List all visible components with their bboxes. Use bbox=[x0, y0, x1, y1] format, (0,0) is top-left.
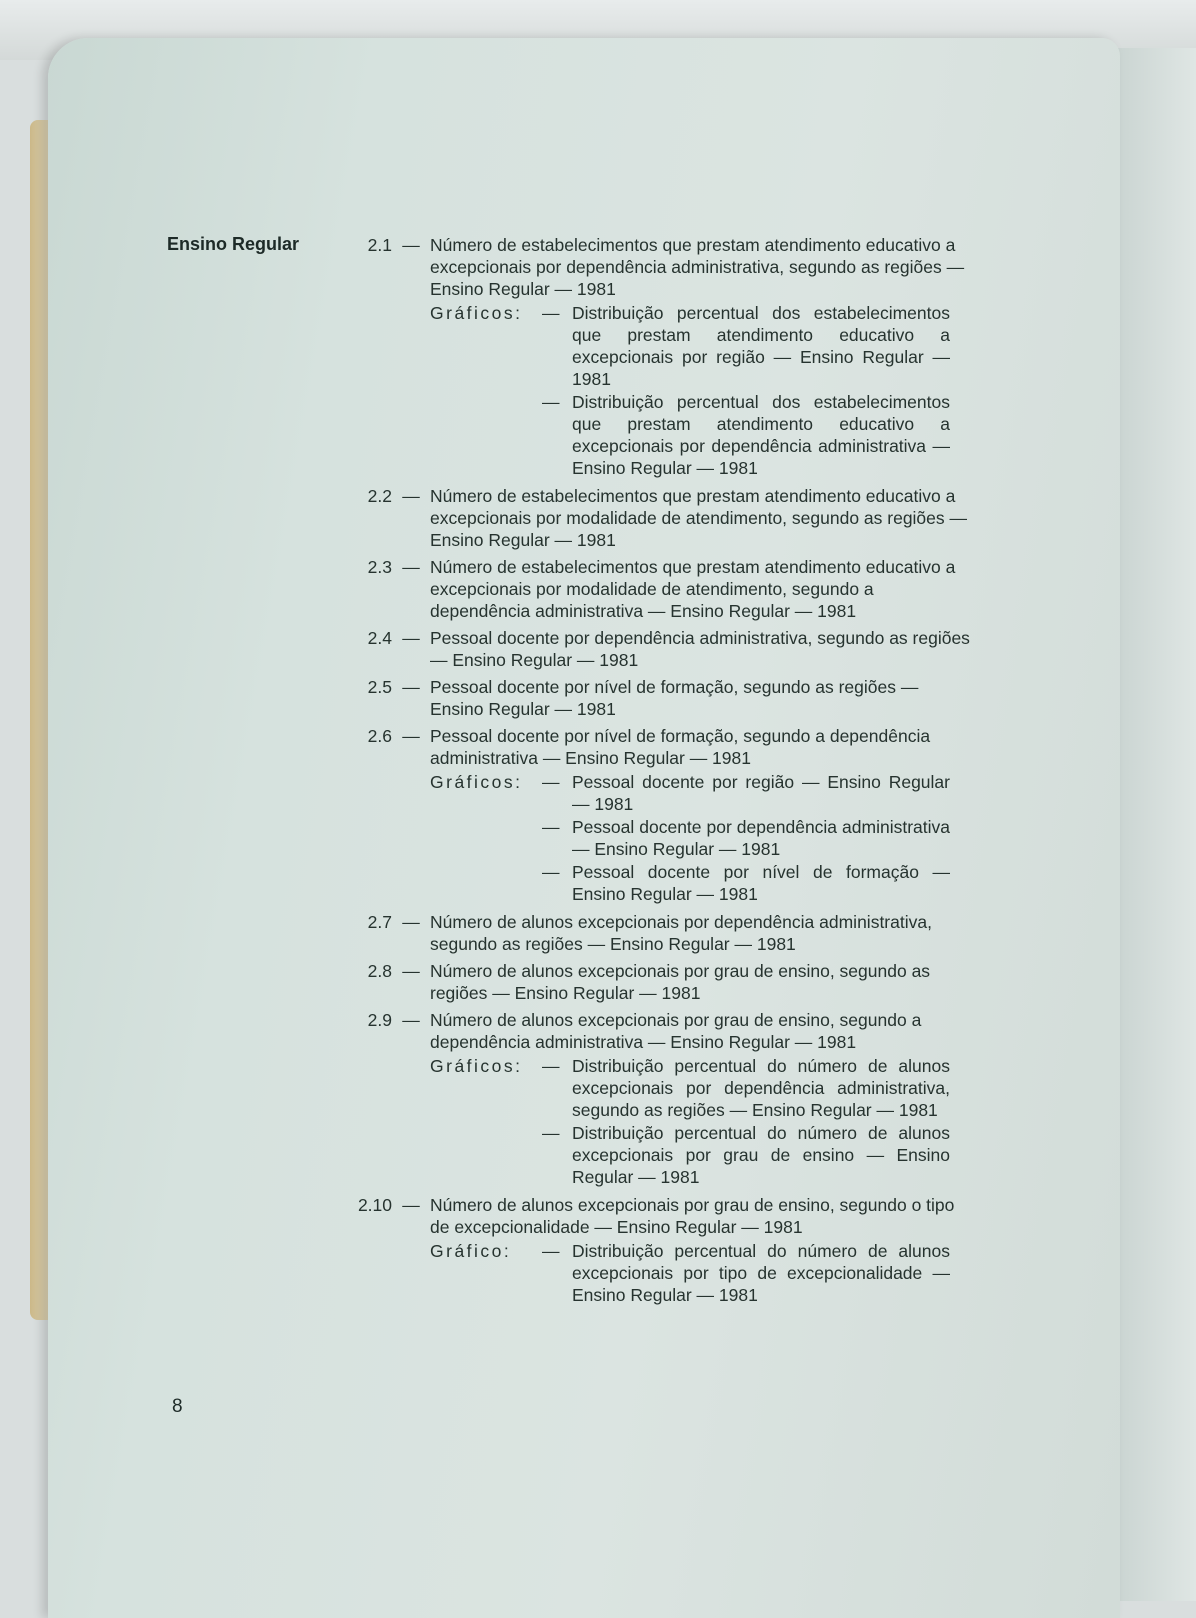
grafico-title: Distribuição percentual do número de alunos excepcionais por grau de ensino — Ensino Regular — 1981 bbox=[572, 1123, 950, 1187]
toc-entry bbox=[336, 627, 976, 671]
grafico-item bbox=[542, 391, 950, 479]
entry-dash: — bbox=[402, 912, 420, 932]
entry-dash: — bbox=[402, 1195, 420, 1215]
grafico-dash: — bbox=[542, 1123, 560, 1143]
toc-entry bbox=[336, 1009, 976, 1189]
grafico-item bbox=[542, 1055, 950, 1121]
entry-dash: — bbox=[402, 961, 420, 981]
toc-entry bbox=[336, 234, 976, 480]
section-label: Ensino Regular bbox=[167, 234, 300, 254]
grafico-dash: — bbox=[542, 392, 560, 412]
toc-entry bbox=[336, 1194, 976, 1307]
entry-title: Número de alunos excepcionais por dependência administrativa, segundo as regiões — Ensino Regular — 1981 bbox=[430, 912, 932, 954]
entry-dash: — bbox=[402, 235, 420, 255]
graficos-block bbox=[430, 771, 976, 906]
grafico-item bbox=[542, 861, 950, 905]
entry-number: 2.9 bbox=[367, 1010, 392, 1030]
entry-dash: — bbox=[402, 557, 420, 577]
graficos-label: Gráfico: bbox=[430, 1241, 512, 1261]
toc-entry-row bbox=[336, 627, 976, 671]
toc-entry bbox=[336, 911, 976, 955]
entry-dash: — bbox=[402, 1010, 420, 1030]
grafico-title: Pessoal docente por dependência administrativa — Ensino Regular — 1981 bbox=[572, 817, 950, 859]
toc-entry-row bbox=[336, 485, 976, 551]
entry-number: 2.8 bbox=[367, 961, 392, 981]
grafico-dash: — bbox=[542, 817, 560, 837]
toc-entry bbox=[336, 960, 976, 1004]
entry-number: 2.1 bbox=[367, 235, 392, 255]
entry-dash: — bbox=[402, 628, 420, 648]
entry-title: Número de alunos excepcionais por grau de ensino, segundo a dependência administrativa — Ensino Regular — 1981 bbox=[430, 1010, 922, 1052]
graficos-block bbox=[430, 1055, 976, 1189]
entry-dash: — bbox=[402, 486, 420, 506]
entry-number: 2.3 bbox=[367, 557, 392, 577]
entry-number: 2.4 bbox=[367, 628, 392, 648]
entry-title: Pessoal docente por nível de formação, segundo a dependência administrativa — Ensino Regular — 1981 bbox=[430, 726, 931, 768]
toc-entry-row bbox=[336, 725, 976, 906]
grafico-dash: — bbox=[542, 1056, 560, 1076]
page-number: 8 bbox=[172, 1396, 183, 1417]
grafico-item bbox=[542, 771, 950, 815]
grafico-title: Distribuição percentual do número de alunos excepcionais por tipo de excepcionalidade — Ensino Regular — 1981 bbox=[572, 1241, 950, 1305]
grafico-item bbox=[542, 816, 950, 860]
entry-number: 2.6 bbox=[367, 726, 392, 746]
entry-title: Número de estabelecimentos que prestam atendimento educativo a excepcionais por modalidade de atendimento, segundo a dependência administrativa — Ensino Regular — 1981 bbox=[430, 557, 956, 621]
toc-entry bbox=[336, 725, 976, 906]
toc-entry-row bbox=[336, 676, 976, 720]
entry-dash: — bbox=[402, 726, 420, 746]
grafico-title: Distribuição percentual dos estabelecimentos que prestam atendimento educativo a excepcionais por dependência administrativa — Ensino Regular — 1981 bbox=[572, 392, 950, 478]
toc-entry-row bbox=[336, 234, 976, 480]
grafico-item bbox=[542, 302, 950, 390]
entry-title: Número de alunos excepcionais por grau de ensino, segundo o tipo de excepcionalidade — Ensino Regular — 1981 bbox=[430, 1195, 955, 1237]
entry-title: Número de estabelecimentos que prestam atendimento educativo a excepcionais por modalidade de atendimento, segundo as regiões — Ensino Regular — 1981 bbox=[430, 486, 968, 550]
grafico-title: Pessoal docente por região — Ensino Regular — 1981 bbox=[572, 772, 950, 814]
toc-entry bbox=[336, 676, 976, 720]
grafico-dash: — bbox=[542, 862, 560, 882]
grafico-item bbox=[542, 1122, 950, 1188]
entry-title: Número de alunos excepcionais por grau de ensino, segundo as regiões — Ensino Regular — 1981 bbox=[430, 961, 931, 1003]
entry-number: 2.2 bbox=[367, 486, 392, 506]
entry-number: 2.10 bbox=[357, 1195, 392, 1215]
entry-title: Número de estabelecimentos que prestam atendimento educativo a excepcionais por dependência administrativa, segundo as regiões — Ensino Regular — 1981 bbox=[430, 235, 965, 299]
graficos-label: Gráficos: bbox=[430, 303, 523, 323]
toc-entry-row bbox=[336, 556, 976, 622]
entry-number: 2.5 bbox=[367, 677, 392, 697]
table-of-contents bbox=[336, 234, 976, 1312]
entry-dash: — bbox=[402, 677, 420, 697]
graficos-block bbox=[430, 302, 976, 480]
toc-entry-row bbox=[336, 911, 976, 955]
toc-entry-row bbox=[336, 960, 976, 1004]
grafico-title: Distribuição percentual do número de alunos excepcionais por dependência administrativa, segundo as regiões — Ensino Regular — 1981 bbox=[572, 1056, 950, 1120]
graficos-label: Gráficos: bbox=[430, 772, 523, 792]
entry-number: 2.7 bbox=[367, 912, 392, 932]
graficos-label: Gráficos: bbox=[430, 1056, 523, 1076]
toc-entry-row bbox=[336, 1009, 976, 1189]
grafico-title: Distribuição percentual dos estabelecimentos que prestam atendimento educativo a excepcionais por região — Ensino Regular — 1981 bbox=[572, 303, 950, 389]
grafico-item bbox=[542, 1240, 950, 1306]
graficos-block bbox=[430, 1240, 976, 1307]
grafico-title: Pessoal docente por nível de formação — Ensino Regular — 1981 bbox=[572, 862, 950, 904]
toc-entry-row bbox=[336, 1194, 976, 1307]
grafico-dash: — bbox=[542, 772, 560, 792]
grafico-dash: — bbox=[542, 1241, 560, 1261]
toc-entry bbox=[336, 485, 976, 551]
grafico-dash: — bbox=[542, 303, 560, 323]
entry-title: Pessoal docente por dependência administrativa, segundo as regiões — Ensino Regular — 1981 bbox=[430, 628, 970, 670]
toc-entry bbox=[336, 556, 976, 622]
entry-title: Pessoal docente por nível de formação, segundo as regiões — Ensino Regular — 1981 bbox=[430, 677, 919, 719]
